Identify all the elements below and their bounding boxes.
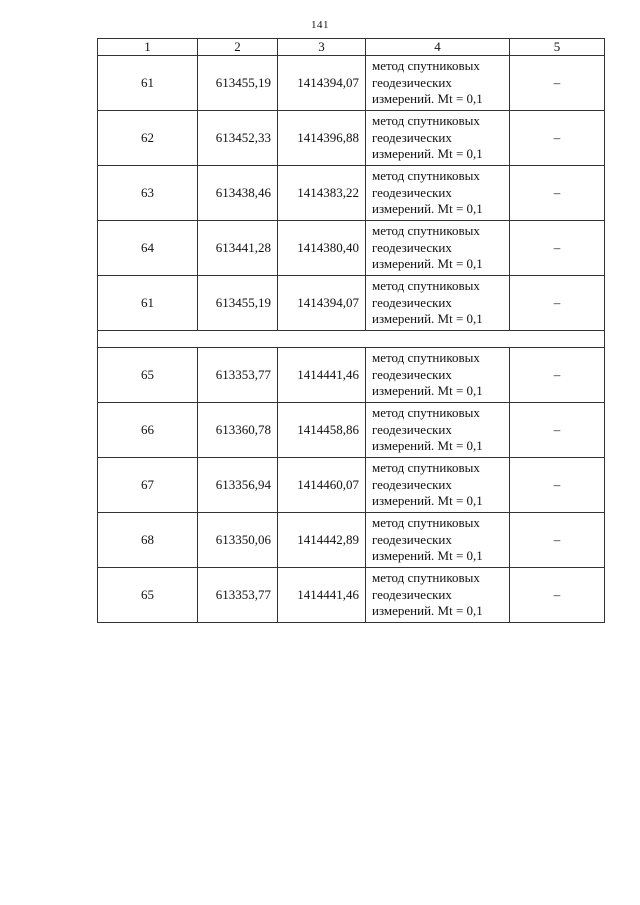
table-row [98,166,605,221]
table-row [98,111,605,166]
note-cell: – [510,111,605,166]
x-coordinate-cell: 613452,33 [198,111,278,166]
method-text-line: измерений. Mt = 0,1 [372,91,483,107]
table-header-row [98,39,605,56]
note-cell: – [510,56,605,111]
method-text-line: измерений. Mt = 0,1 [372,256,483,272]
group-separator-row [98,331,605,348]
x-coordinate-cell: 613438,46 [198,166,278,221]
method-text-line: метод спутниковых [372,460,480,476]
column-header-2: 2 [198,39,278,56]
table-row [98,568,605,623]
note-cell: – [510,166,605,221]
method-cell [366,276,510,331]
coordinates-table [97,38,605,623]
y-coordinate-cell: 1414441,46 [278,348,366,403]
method-text-line: измерений. Mt = 0,1 [372,438,483,454]
method-text-line: геодезических [372,366,452,382]
table-row [98,403,605,458]
column-header-5: 5 [510,39,605,56]
method-text-line: метод спутниковых [372,515,480,531]
point-number-cell: 65 [98,348,198,403]
method-cell [366,458,510,513]
column-header-4: 4 [366,39,510,56]
coordinates-table-container [97,38,604,623]
point-number-cell: 66 [98,403,198,458]
point-number-cell: 63 [98,166,198,221]
x-coordinate-cell: 613455,19 [198,56,278,111]
table-row [98,458,605,513]
x-coordinate-cell: 613455,19 [198,276,278,331]
method-text-line: измерений. Mt = 0,1 [372,201,483,217]
x-coordinate-cell: 613353,77 [198,568,278,623]
y-coordinate-cell: 1414383,22 [278,166,366,221]
method-text-line: геодезических [372,294,452,310]
point-number-cell: 64 [98,221,198,276]
method-cell [366,221,510,276]
method-text-line: измерений. Mt = 0,1 [372,383,483,399]
column-header-1: 1 [98,39,198,56]
group-separator-cell [98,331,605,348]
method-cell [366,513,510,568]
x-coordinate-cell: 613360,78 [198,403,278,458]
page-number: 141 [311,19,329,31]
point-number-cell: 62 [98,111,198,166]
table-row [98,56,605,111]
x-coordinate-cell: 613353,77 [198,348,278,403]
method-cell [366,56,510,111]
y-coordinate-cell: 1414442,89 [278,513,366,568]
method-text-line: геодезических [372,184,452,200]
point-number-cell: 61 [98,276,198,331]
method-cell [366,348,510,403]
note-cell: – [510,221,605,276]
note-cell: – [510,348,605,403]
method-text-line: геодезических [372,239,452,255]
x-coordinate-cell: 613350,06 [198,513,278,568]
method-text-line: измерений. Mt = 0,1 [372,493,483,509]
note-cell: – [510,568,605,623]
method-cell [366,166,510,221]
method-text-line: метод спутниковых [372,58,480,74]
method-text-line: измерений. Mt = 0,1 [372,603,483,619]
method-text-line: геодезических [372,476,452,492]
method-text-line: метод спутниковых [372,168,480,184]
method-cell [366,568,510,623]
method-text-line: геодезических [372,421,452,437]
x-coordinate-cell: 613441,28 [198,221,278,276]
note-cell: – [510,276,605,331]
method-text-line: измерений. Mt = 0,1 [372,548,483,564]
table-row [98,513,605,568]
method-text-line: метод спутниковых [372,570,480,586]
method-text-line: геодезических [372,531,452,547]
method-cell [366,403,510,458]
column-header-3: 3 [278,39,366,56]
method-text-line: геодезических [372,74,452,90]
y-coordinate-cell: 1414394,07 [278,56,366,111]
point-number-cell: 61 [98,56,198,111]
method-text-line: геодезических [372,586,452,602]
x-coordinate-cell: 613356,94 [198,458,278,513]
y-coordinate-cell: 1414460,07 [278,458,366,513]
method-text-line: метод спутниковых [372,405,480,421]
point-number-cell: 65 [98,568,198,623]
method-text-line: измерений. Mt = 0,1 [372,311,483,327]
point-number-cell: 67 [98,458,198,513]
y-coordinate-cell: 1414380,40 [278,221,366,276]
note-cell: – [510,403,605,458]
y-coordinate-cell: 1414458,86 [278,403,366,458]
method-text-line: геодезических [372,129,452,145]
method-text-line: измерений. Mt = 0,1 [372,146,483,162]
table-body [98,56,605,623]
table-row [98,276,605,331]
point-number-cell: 68 [98,513,198,568]
method-cell [366,111,510,166]
method-text-line: метод спутниковых [372,223,480,239]
table-row [98,348,605,403]
note-cell: – [510,513,605,568]
table-row [98,221,605,276]
y-coordinate-cell: 1414394,07 [278,276,366,331]
y-coordinate-cell: 1414441,46 [278,568,366,623]
method-text-line: метод спутниковых [372,113,480,129]
method-text-line: метод спутниковых [372,350,480,366]
y-coordinate-cell: 1414396,88 [278,111,366,166]
note-cell: – [510,458,605,513]
method-text-line: метод спутниковых [372,278,480,294]
